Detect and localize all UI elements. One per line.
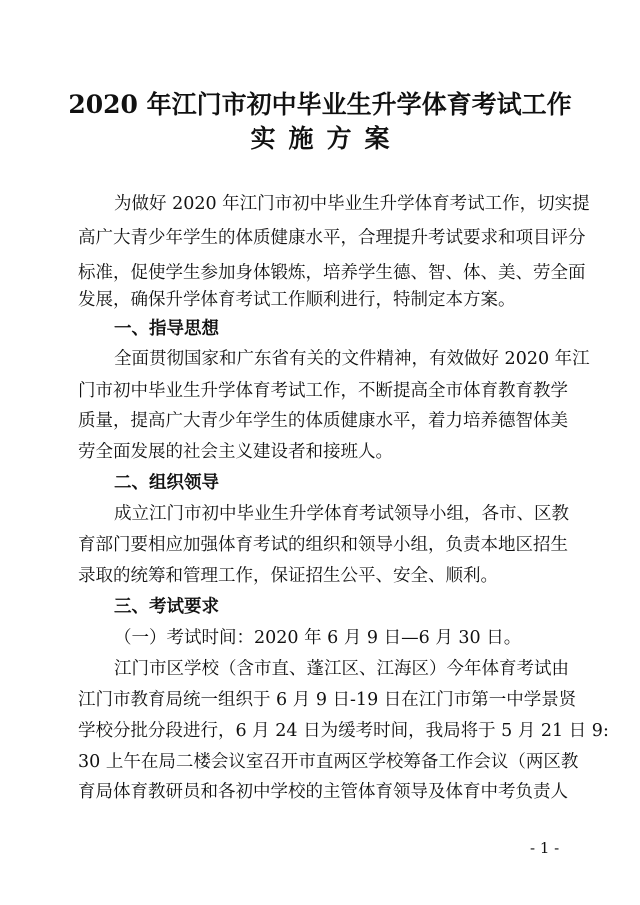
section3-line-5: 育局体育教研员和各初中学校的主管体育领导及体育中考负责人 bbox=[78, 782, 568, 802]
section1-line-1: 全面贯彻国家和广东省有关的文件精神，有效做好 2020 年江 bbox=[114, 349, 590, 369]
section-heading-2: 二、组织领导 bbox=[114, 473, 219, 493]
section3-line-2: 江门市教育局统一组织于 6 月 9 日-19 日在江门市第一中学景贤 bbox=[78, 690, 577, 710]
section3-line-1: 江门市区学校（含市直、蓬江区、江海区）今年体育考试由 bbox=[114, 659, 569, 679]
document-subtitle: 实施方案 bbox=[250, 124, 403, 153]
document-title: 2020 年江门市初中毕业生升学体育考试工作 bbox=[68, 90, 572, 119]
section1-line-4: 劳全面发展的社会主义建设者和接班人。 bbox=[78, 442, 393, 462]
section2-line-3: 录取的统筹和管理工作，保证招生公平、安全、顺利。 bbox=[78, 566, 498, 586]
section3-line-3: 学校分批分段进行，6 月 24 日为缓考时间，我局将于 5 月 21 日 9: bbox=[78, 721, 609, 741]
intro-line-3: 标准，促使学生参加身体锻炼，培养学生德、智、体、美、劳全面 bbox=[78, 263, 586, 283]
section-heading-1: 一、指导思想 bbox=[114, 319, 219, 339]
section1-line-3: 质量，提高广大青少年学生的体质健康水平，着力培养德智体美 bbox=[78, 411, 568, 431]
intro-line-2: 高广大青少年学生的体质健康水平，合理提升考试要求和项目评分 bbox=[78, 228, 586, 248]
section1-line-2: 门市初中毕业生升学体育考试工作，不断提高全市体育教育教学 bbox=[78, 381, 568, 401]
section3-line-4: 30 上午在局二楼会议室召开市直两区学校筹备工作会议（两区教 bbox=[78, 752, 579, 772]
subsection-1-line: （一）考试时间：2020 年 6 月 9 日—6 月 30 日。 bbox=[114, 628, 522, 648]
section2-line-2: 育部门要相应加强体育考试的组织和领导小组，负责本地区招生 bbox=[78, 535, 568, 555]
intro-line-1: 为做好 2020 年江门市初中毕业生升学体育考试工作，切实提 bbox=[114, 194, 590, 214]
page-number: - 1 - bbox=[530, 839, 560, 857]
section-heading-3: 三、考试要求 bbox=[114, 597, 219, 617]
section2-line-1: 成立江门市初中毕业生升学体育考试领导小组，各市、区教 bbox=[114, 504, 569, 524]
intro-line-4: 发展，确保升学体育考试工作顺利进行，特制定本方案。 bbox=[78, 290, 516, 310]
